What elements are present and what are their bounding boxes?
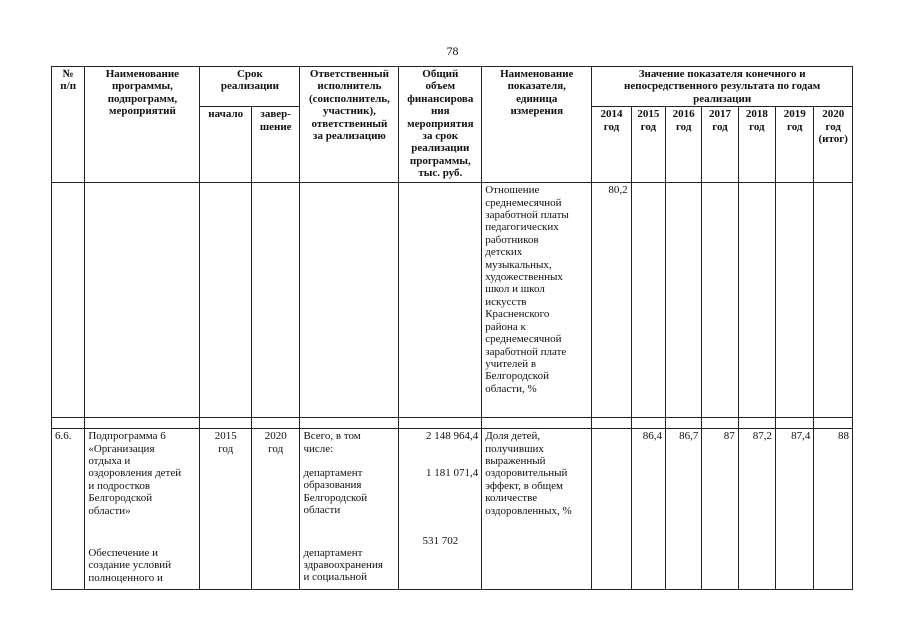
- cell-empty: [631, 183, 665, 418]
- cell-value-2015: 86,4: [631, 429, 665, 590]
- cell-empty: [592, 429, 631, 590]
- header-values-title: Значение показателя конечного и непосредственного результата по годам реализации: [592, 67, 853, 107]
- cell-empty: [738, 183, 775, 418]
- funding-health: 531 702: [422, 535, 459, 548]
- cell-empty: [702, 183, 738, 418]
- cell-indicator: Доля детей, получивших выраженный оздоровительный эффект, в общем количестве оздоровленных, %: [482, 429, 592, 590]
- measure-name: Обеспечение и создание условий полноценного и: [88, 547, 172, 584]
- executor-education: департамент образования Белгородской области: [303, 467, 368, 517]
- header-indicator: Наименование показателя, единица измерения: [482, 67, 592, 183]
- program-table: [51, 66, 853, 590]
- cell-value-2014: 80,2: [592, 183, 631, 418]
- header-year-2017: 2017 год: [702, 107, 738, 183]
- header-num: № п/п: [52, 67, 85, 183]
- cell-executor: [300, 429, 399, 590]
- cell-value-2017: 87: [702, 429, 738, 590]
- subprogram-name: Подпрограмма 6 «Организация отдыха и оздоровления детей и подростков Белгородской области»: [88, 430, 182, 517]
- executor-total: Всего, в том числе:: [303, 430, 361, 455]
- cell-indicator: Отношение среднемесячной заработной платы педагогических работников детских музыкальных, художественных школ и школ искусств Красненского района к среднемесячной заработной плате учителей в Белгородской области, %: [482, 183, 592, 418]
- cell-empty: [52, 183, 85, 418]
- cell-empty: [85, 183, 200, 418]
- cell-name: [85, 429, 200, 590]
- cell-value-2018: 87,2: [738, 429, 775, 590]
- header-year-2019: 2019 год: [776, 107, 814, 183]
- header-term: Срок реализации: [200, 67, 300, 107]
- header-year-2014: 2014 год: [592, 107, 631, 183]
- cell-empty: [814, 183, 853, 418]
- page-number: 78: [446, 44, 459, 58]
- funding-total: 2 148 964,4: [425, 430, 479, 443]
- header-executor: Ответственный исполнитель (соисполнитель, участник), ответственный за реализацию: [300, 67, 399, 183]
- cell-empty: [399, 183, 482, 418]
- header-year-2015: 2015 год: [631, 107, 665, 183]
- table-row: [52, 183, 853, 418]
- header-term-start: начало: [200, 107, 252, 183]
- header-year-2020: 2020 год (итог): [814, 107, 853, 183]
- funding-education: 1 181 071,4: [425, 466, 479, 479]
- header-funding: Общий объем финансирова ния мероприятия за срок реализации программы, тыс. руб.: [399, 67, 482, 183]
- header-year-2018: 2018 год: [738, 107, 775, 183]
- cell-empty: [300, 183, 399, 418]
- cell-num: 6.6.: [52, 429, 85, 590]
- cell-value-2019: 87,4: [776, 429, 814, 590]
- cell-funding: [399, 429, 482, 590]
- cell-end: 2020 год: [251, 429, 299, 590]
- cell-start: 2015 год: [200, 429, 252, 590]
- header-term-end: завер- шение: [251, 107, 299, 183]
- executor-health: департамент здравоохранения и социальной: [303, 546, 383, 584]
- table-row-spacer: [52, 418, 853, 429]
- cell-empty: [251, 183, 299, 418]
- header-year-2016: 2016 год: [666, 107, 702, 183]
- header-name: Наименование программы, подпрограмм, мероприятий: [85, 67, 200, 183]
- table-row: [52, 429, 853, 590]
- cell-value-2020: 88: [814, 429, 853, 590]
- cell-empty: [776, 183, 814, 418]
- cell-value-2016: 86,7: [666, 429, 702, 590]
- cell-empty: [666, 183, 702, 418]
- cell-empty: [200, 183, 252, 418]
